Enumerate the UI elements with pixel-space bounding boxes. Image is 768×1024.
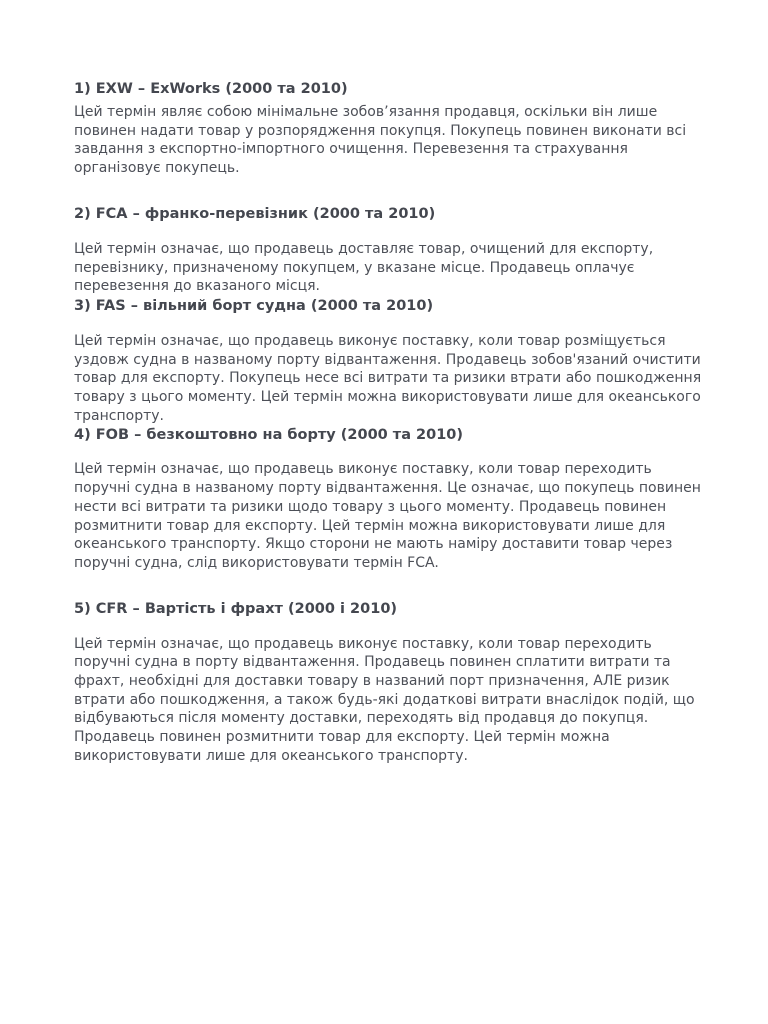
section-exw [74,79,704,178]
section-body-cfr-note: Продавець повинен розмитнити товар для експорту. Цей термін можна використовувати лише для океанського транспорту. [74,729,610,764]
section-body-exw: Цей термін являє собою мінімальне зобов’язання продавця, оскільки він лише повинен надати товар у розпорядження покупця. Покупець повинен виконати всі завдання з експортно-імпортного очищення. Перевезення та страхування організовує покупець. [74,104,687,177]
section-title-fob: 4) FOB – безкоштовно на борту (2000 та 2010) [74,427,464,444]
section-title-fas: 3) FAS – вільний борт судна (2000 та 2010) [74,297,434,314]
section-fca [74,204,704,296]
section-title-exw: 1) EXW – ExWorks (2000 та 2010) [74,81,348,97]
section-body-cfr: Цей термін означає, що продавець виконує поставку, коли товар переходить поручні судна в порту відвантаження. Продавець повинен сплатити витрати та фрахт, необхідні для доставки товару в названий порт призначення, АЛЕ ризик втрати або пошкодження, а також будь-які додаткові витрати внаслідок подій, що відбуваються після моменту доставки, переходять від продавця до покупця. [74,635,695,727]
section-fob [74,425,704,572]
document-page [74,79,704,766]
section-cfr [74,599,704,766]
section-body-fca: Цей термін означає, що продавець доставляє товар, очищений для експорту, перевізнику, призначеному покупцем, у вказане місце. Продавець оплачує перевезення до вказаного місця. [74,240,654,295]
section-title-fca: 2) FCA – франко-перевізник (2000 та 2010) [74,205,436,222]
section-fas [74,296,704,426]
section-title-cfr: 5) CFR – Вартість і фрахт (2000 і 2010) [74,600,398,617]
section-body-fas: Цей термін означає, що продавець виконує поставку, коли товар розміщується уздовж судна в названому порту відвантаження. Продавець зобов'язаний очистити товар для експорту. Покупець несе всі витрати та ризики втрати або пошкодження товару з цього моменту. Цей термін можна використовувати лише для океанського транспорту. [74,332,702,424]
section-body-fob: Цей термін означає, що продавець виконує поставку, коли товар переходить поручні судна в названому порту відвантаження. Це означає, що покупець повинен нести всі витрати та ризики щодо товару з цього моменту. Продавець повинен розмитнити товар для експорту. Цей термін можна використовувати лише для океанського транспорту. Якщо сторони не мають наміру доставити товар через поручні судна, слід використовувати термін FCA. [74,461,701,571]
